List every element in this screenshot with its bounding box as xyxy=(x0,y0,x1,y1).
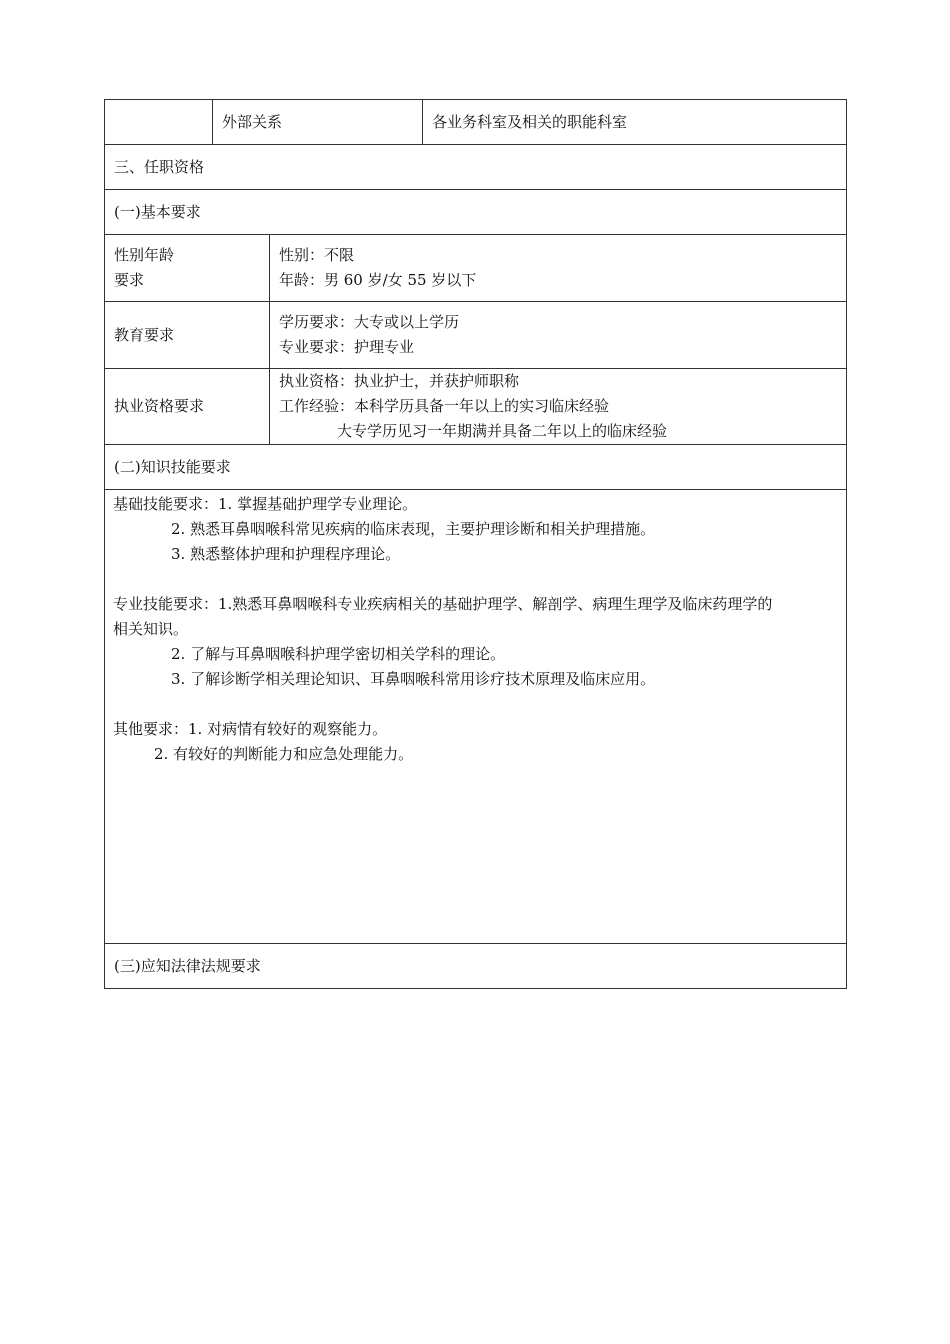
laws-title-row xyxy=(105,944,847,989)
experience-text-1: 工作经验：本科学历具备一年以上的实习临床经验 xyxy=(279,397,610,415)
skills-title-row xyxy=(105,445,847,490)
skills-title: (二)知识技能要求 xyxy=(105,445,847,490)
education-label: 教育要求 xyxy=(105,302,270,369)
basic-requirements-title: (一)基本要求 xyxy=(105,190,847,235)
basic-requirements-row xyxy=(105,190,847,235)
empty-cell xyxy=(105,100,213,145)
basic-skill-3: 3. 熟悉整体护理和护理程序理论。 xyxy=(171,545,401,563)
degree-text: 学历要求：大专或以上学历 xyxy=(279,313,460,331)
gender-age-label-line2: 要求 xyxy=(114,271,145,289)
pro-skill-2: 2. 了解与耳鼻咽喉科护理学密切相关学科的理论。 xyxy=(171,645,506,663)
education-value xyxy=(270,302,847,369)
license-value xyxy=(270,369,847,445)
skills-content-row xyxy=(105,490,847,944)
basic-skill-2: 2. 熟悉耳鼻咽喉科常见疾病的临床表现，主要护理诊断和相关护理措施。 xyxy=(171,520,656,538)
gender-age-label-line1: 性别年龄 xyxy=(114,246,175,264)
license-row xyxy=(105,369,847,445)
skills-content xyxy=(105,490,847,944)
qualification-section-title: 三、任职资格 xyxy=(105,145,847,190)
pro-skill-1a: 专业技能要求：1.熟悉耳鼻咽喉科专业疾病相关的基础护理学、解剖学、病理生理学及临床药理学的 xyxy=(113,595,773,613)
spacer xyxy=(113,567,838,592)
major-text: 专业要求：护理专业 xyxy=(279,338,415,356)
job-requirements-table xyxy=(104,99,847,989)
gender-age-row xyxy=(105,235,847,302)
other-req-1: 其他要求：1. 对病情有较好的观察能力。 xyxy=(113,720,388,738)
gender-age-value xyxy=(270,235,847,302)
education-row xyxy=(105,302,847,369)
external-relations-label: 外部关系 xyxy=(213,100,423,145)
pro-skill-3: 3. 了解诊断学相关理论知识、耳鼻咽喉科常用诊疗技术原理及临床应用。 xyxy=(171,670,656,688)
other-req-2: 2. 有较好的判断能力和应急处理能力。 xyxy=(154,745,414,763)
gender-age-label xyxy=(105,235,270,302)
basic-skill-1: 基础技能要求：1. 掌握基础护理学专业理论。 xyxy=(113,495,418,513)
pro-skill-1b: 相关知识。 xyxy=(113,620,189,638)
spacer xyxy=(113,692,838,717)
qualification-text: 执业资格：执业护士，并获护师职称 xyxy=(279,372,520,390)
qualification-section-row xyxy=(105,145,847,190)
external-relations-value: 各业务科室及相关的职能科室 xyxy=(423,100,847,145)
laws-title: (三)应知法律法规要求 xyxy=(105,944,847,989)
license-label: 执业资格要求 xyxy=(105,369,270,445)
age-text: 年龄：男 60 岁/女 55 岁以下 xyxy=(279,271,477,289)
document-page xyxy=(104,99,846,989)
external-relations-row xyxy=(105,100,847,145)
gender-text: 性别：不限 xyxy=(279,246,355,264)
experience-text-2: 大专学历见习一年期满并具备二年以上的临床经验 xyxy=(337,422,668,440)
